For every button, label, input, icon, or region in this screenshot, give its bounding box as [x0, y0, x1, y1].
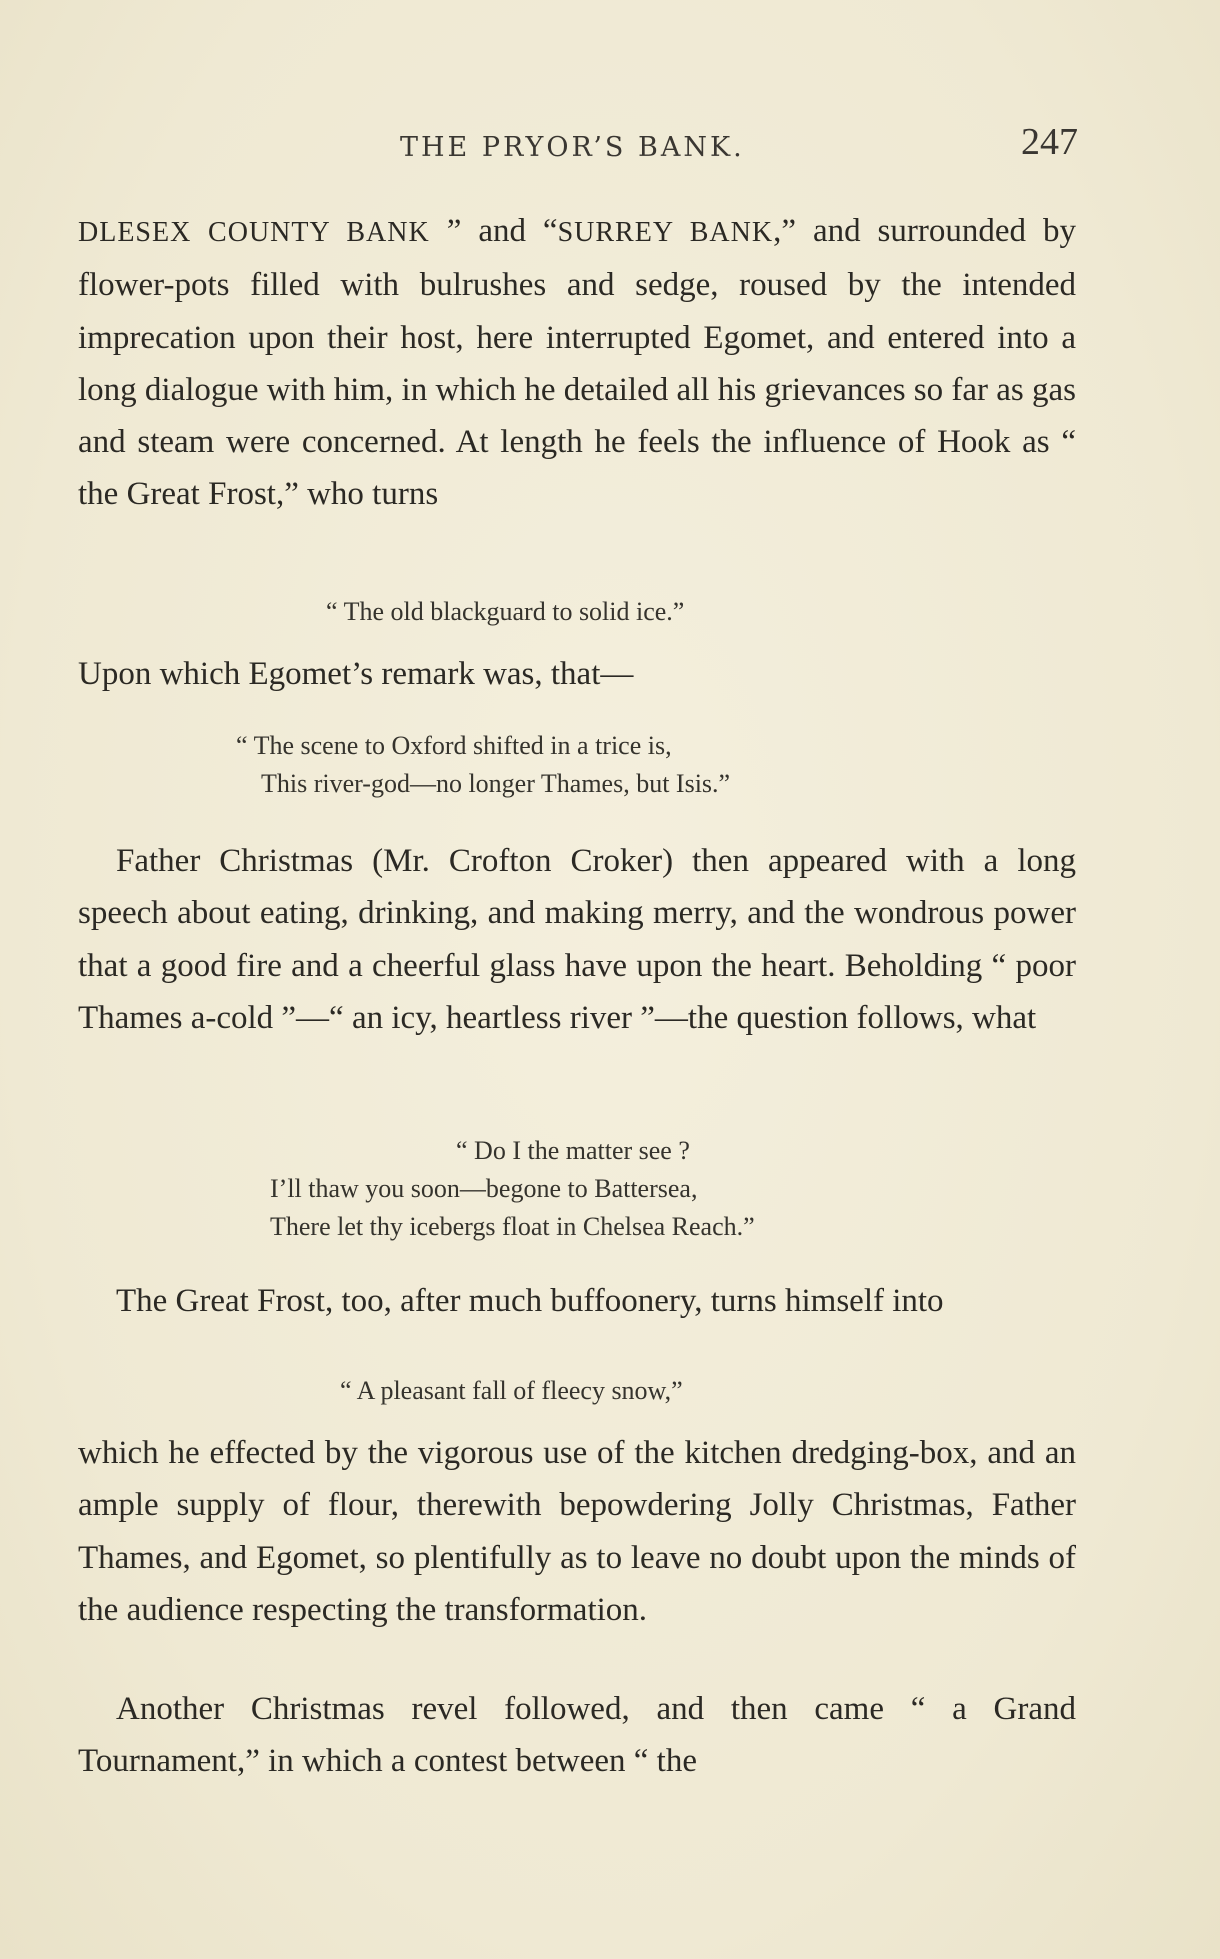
paragraph-text: Father Christmas (Mr. Crofton Croker) then appeared with a long speech about eating, drinking, and making merry, and the wondrous power that a good fire and a cheerful glass have upon the heart. Beholding “ poor Thames a-cold ”—“ an icy, heartless river ”—the question follows, what — [78, 843, 1076, 1036]
paragraph-2 — [78, 648, 1076, 700]
page-header — [78, 118, 1078, 178]
quote-line: “ The scene to Oxford shifted in a trice is, — [236, 731, 672, 760]
paragraph-text: ,” and surrounded by flower-pots filled with bulrushes and sedge, roused by the intended imprecation upon their host, here interrupted Egomet, and entered into a long dialogue with him, in which he detailed all his grievances so far as gas and steam were concerned. At length he feels the influence of Hook as “ the Great Frost,” who turns — [78, 213, 1076, 513]
quote-line: There let thy icebergs float in Chelsea Reach.” — [270, 1212, 755, 1241]
quote-3 — [78, 1132, 1076, 1246]
paragraph-1 — [78, 205, 1076, 521]
quote-1 — [78, 593, 1076, 631]
quote-line: “ A pleasant fall of fleecy snow,” — [340, 1376, 683, 1405]
paragraph-text: Upon which Egomet’s remark was, that— — [78, 656, 634, 692]
quote-line: I’ll thaw you soon—begone to Battersea, — [270, 1174, 698, 1203]
paragraph-6 — [78, 1683, 1076, 1788]
small-caps-text: SURREY BANK — [557, 217, 774, 248]
quote-4 — [78, 1372, 1076, 1410]
paragraph-text: Another Christmas revel followed, and then came “ a Grand Tournament,” in which a contest between “ the — [78, 1691, 1076, 1780]
quote-line: This river-god—no longer Thames, but Isis.” — [261, 769, 731, 798]
paragraph-5 — [78, 1427, 1076, 1636]
quote-line: “ Do I the matter see ? — [456, 1136, 690, 1165]
quote-2 — [78, 727, 1076, 803]
small-caps-text: DLESEX COUNTY BANK — [78, 217, 430, 248]
paragraph-3 — [78, 835, 1076, 1044]
paragraph-text: which he effected by the vigorous use of the kitchen dredging-box, and an ample supply of flour, therewith bepowdering Jolly Christmas, Father Thames, and Egomet, so plentifully as to leave no doubt upon the minds of the audience respecting the transformation. — [78, 1435, 1076, 1628]
quote-line: “ The old blackguard to solid ice.” — [326, 597, 685, 626]
paragraph-text: ” and “ — [429, 213, 558, 249]
paragraph-text: The Great Frost, too, after much buffoonery, turns himself into — [116, 1283, 944, 1319]
paragraph-4 — [78, 1275, 1076, 1327]
running-title: THE PRYOR’S BANK. — [400, 132, 745, 163]
page-number: 247 — [1021, 121, 1078, 163]
